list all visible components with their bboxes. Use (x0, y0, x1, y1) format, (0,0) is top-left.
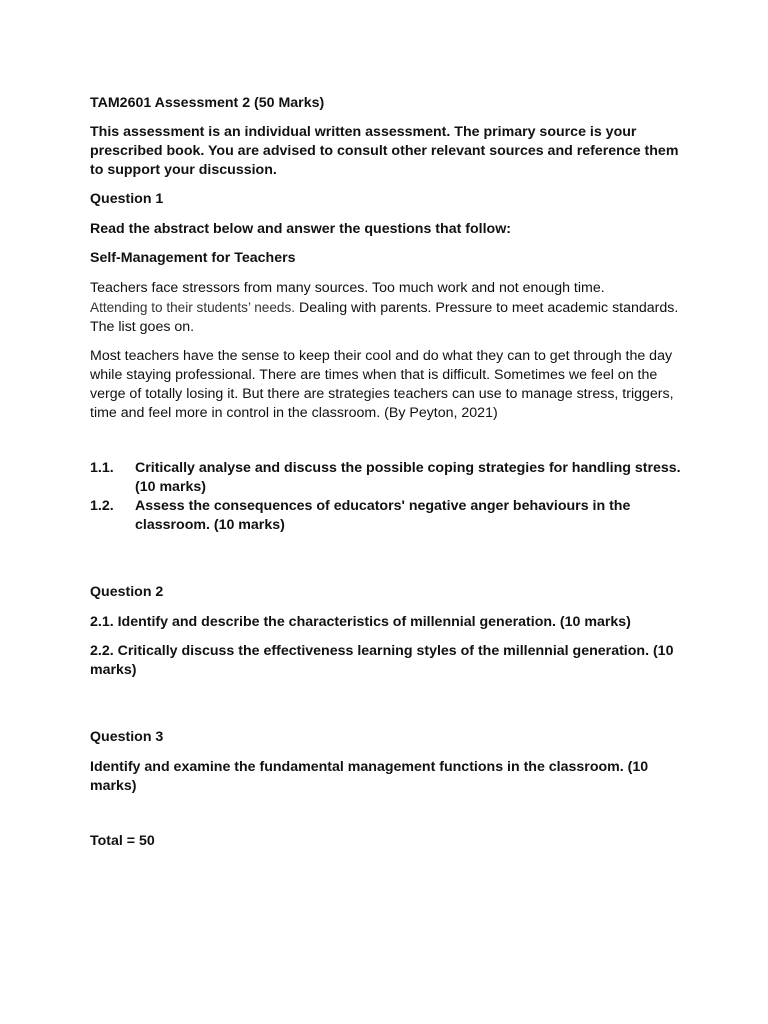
question-2-2: 2.2. Critically discuss the effectiveness learning styles of the millennial generation. (10 marks) (90, 643, 674, 678)
document-body (90, 94, 690, 851)
list-item-text: Assess the consequences of educators' negative anger behaviours in the classroom. (10 marks) (135, 498, 631, 533)
list-item-number: 1.2. (90, 498, 114, 514)
question-1-list (90, 459, 690, 535)
question-2-heading: Question 2 (90, 584, 164, 600)
question-3-heading: Question 3 (90, 729, 164, 745)
assessment-intro: This assessment is an individual written assessment. The primary source is your prescribed book. You are advised to consult other relevant sources and reference them to support your discussion. (90, 124, 679, 178)
document-title: TAM2601 Assessment 2 (50 Marks) (90, 95, 325, 111)
abstract-paragraph-1 (90, 279, 690, 337)
question-1-heading: Question 1 (90, 191, 164, 207)
abstract-paragraph-1-start: Teachers face stressors from many sources. Too much work and not enough time. (90, 280, 605, 296)
abstract-paragraph-1-light: Attending to their students’ needs. (90, 300, 296, 315)
question-2-1: 2.1. Identify and describe the characteristics of millennial generation. (10 marks) (90, 614, 631, 630)
total-marks: Total = 50 (90, 833, 155, 849)
list-item-1-2 (90, 497, 690, 535)
abstract-paragraph-1-end: Dealing with parents. Pressure to meet academic standards. The list goes on. (90, 300, 679, 335)
list-item-number: 1.1. (90, 460, 114, 476)
abstract-paragraph-2: Most teachers have the sense to keep their cool and do what they can to get through the day while staying professional. There are times when that is difficult. Sometimes we feel on the verge of totally losing it. But there are strategies teachers can use to manage stress, triggers, time and feel more in control in the classroom. (By Peyton, 2021) (90, 348, 674, 421)
list-item-1-1 (90, 459, 690, 497)
question-1-instruction: Read the abstract below and answer the questions that follow: (90, 221, 511, 237)
list-item-text: Critically analyse and discuss the possible coping strategies for handling stress. (10 marks) (135, 460, 681, 495)
abstract-title: Self-Management for Teachers (90, 250, 296, 266)
question-3-text: Identify and examine the fundamental management functions in the classroom. (10 marks) (90, 759, 649, 794)
